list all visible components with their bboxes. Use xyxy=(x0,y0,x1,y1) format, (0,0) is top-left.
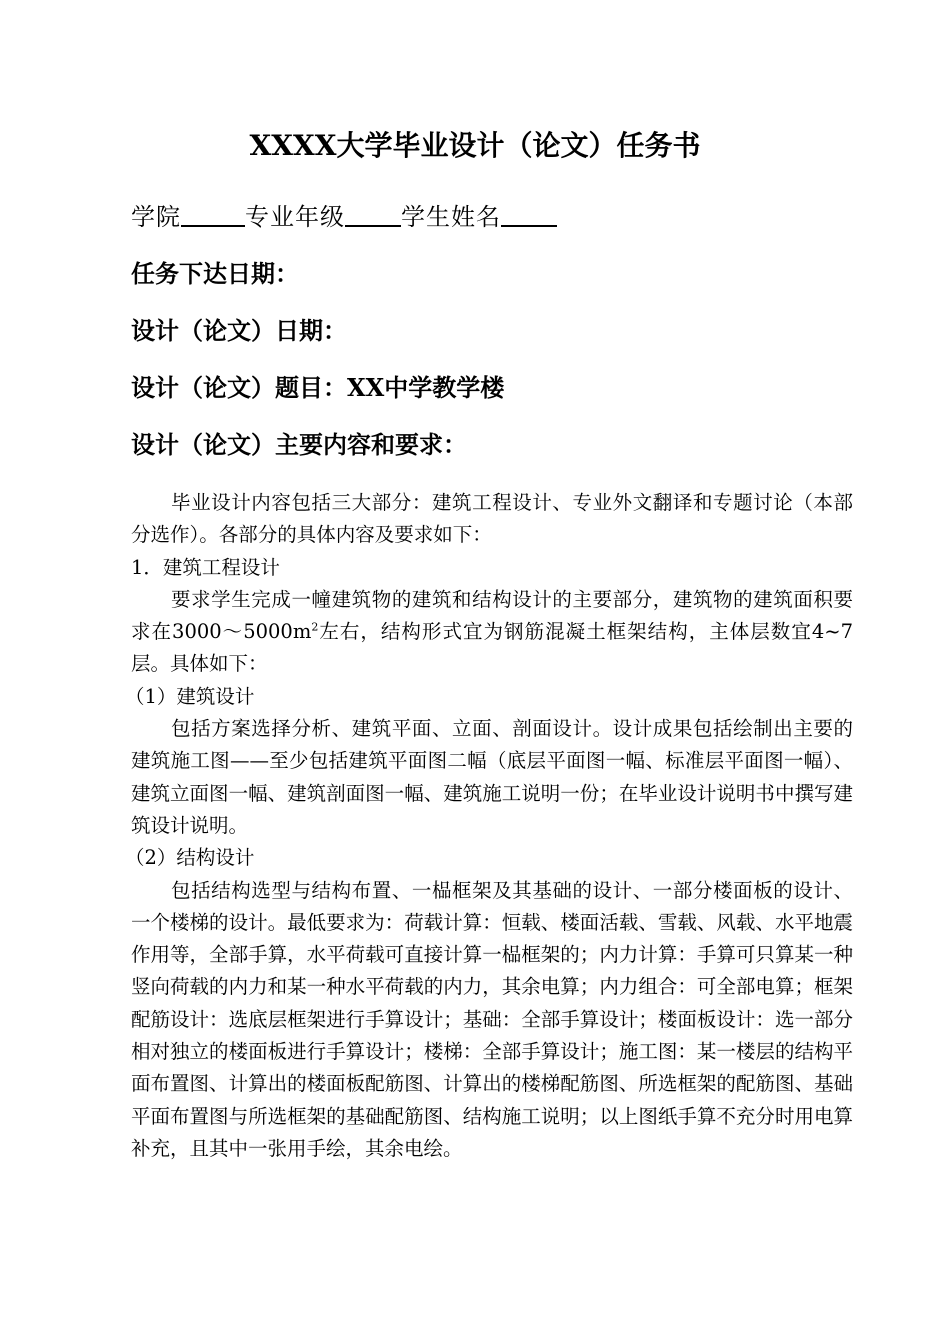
sub2-paragraph: 包括结构选型与结构布置、一榀框架及其基础的设计、一部分楼面板的设计、一个楼梯的设计。最低要求为：荷载计算：恒载、楼面活载、雪载、风载、水平地震作用等，全部手算，水平荷载可直接计算一榀框架的；内力计算：手算可只算某一种竖向荷载的内力和某一种水平荷载的内力，其余电算；内力组合：可全部电算；框架配筋设计：选底层框架进行手算设计；基础：全部手算设计；楼面板设计：选一部分相对独立的楼面板进行手算设计；楼梯：全部手算设计；施工图：某一楼层的结构平面布置图、计算出的楼面板配筋图、计算出的楼梯配筋图、所选框架的配筋图、基础平面布置图与所选框架的基础配筋图、结构施工说明；以上图纸手算不充分时用电算补充，且其中一张用手绘，其余电绘。 xyxy=(131,878,853,1160)
area-superscript: 2 xyxy=(311,620,319,634)
major-blank xyxy=(345,201,401,227)
sub1-title: （1）建筑设计 xyxy=(125,684,255,708)
section1-paragraph xyxy=(131,584,853,681)
section1-text-a: 要求学生完成一幢建筑物的建筑和结构设计的主要部分，建筑物的建筑面积要求在3000～5000m xyxy=(131,587,853,644)
student-label: 学生姓名 xyxy=(401,203,501,231)
content-heading: 设计（论文）主要内容和要求： xyxy=(131,430,467,459)
student-blank xyxy=(501,201,557,227)
student-info-line xyxy=(131,200,557,234)
college-label: 学院 xyxy=(131,203,181,231)
design-topic-heading: 设计（论文）题目：XX中学教学楼 xyxy=(131,373,505,402)
college-blank xyxy=(181,201,245,227)
assign-date-heading: 任务下达日期： xyxy=(131,259,299,288)
sub1-paragraph: 包括方案选择分析、建筑平面、立面、剖面设计。设计成果包括绘制出主要的建筑施工图——至少包括建筑平面图二幅（底层平面图一幅、标准层平面图一幅）、建筑立面图一幅、建筑剖面图一幅、建筑施工说明一份；在毕业设计说明书中撰写建筑设计说明。 xyxy=(131,717,853,837)
major-label: 专业年级 xyxy=(245,203,345,231)
section1-text-b: 左右，结构形式宜为钢筋混凝土框架结构，主体层数宜4~7层。具体如下： xyxy=(131,620,853,676)
design-date-heading: 设计（论文）日期： xyxy=(131,316,347,345)
section1-title: 1．建筑工程设计 xyxy=(131,555,280,579)
body-text xyxy=(125,487,853,1165)
intro-paragraph: 毕业设计内容包括三大部分：建筑工程设计、专业外文翻译和专题讨论（本部分选作）。各部分的具体内容及要求如下： xyxy=(131,491,853,547)
sub2-title: （2）结构设计 xyxy=(125,846,255,870)
document-title: XXXX大学毕业设计（论文）任务书 xyxy=(249,129,701,162)
